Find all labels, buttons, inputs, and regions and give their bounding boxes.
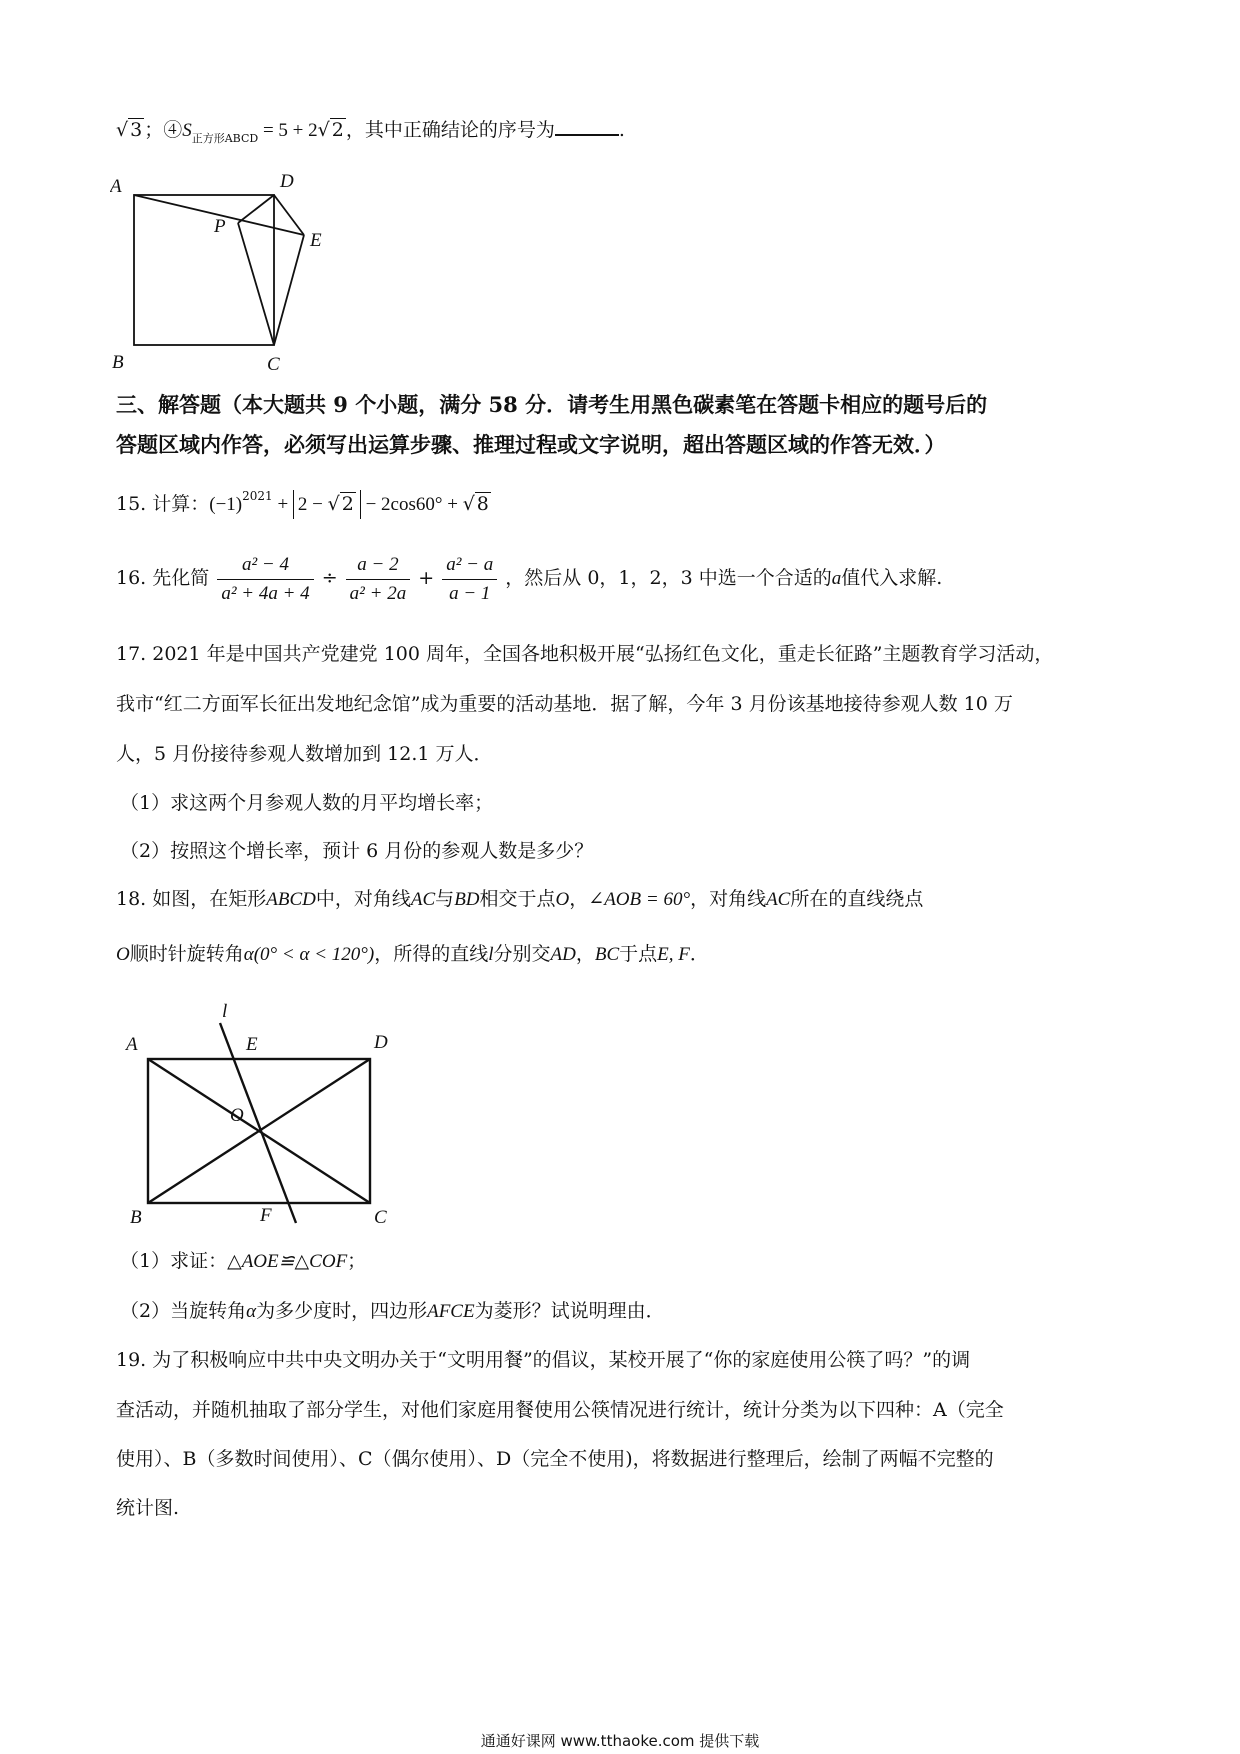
q18-bc: BC [594,944,620,965]
q15-sqrt8: 8 [476,493,489,515]
section-3-heading-line2: 答题区域内作答，必须写出运算步骤、推理过程或文字说明，超出答题区域的作答无效．） [116,432,946,457]
q18-angle: ∠AOB = 60° [588,889,691,910]
q16-plus: + [418,567,435,589]
sqrt-3: 3 [130,119,143,141]
q18-sub1-label: （1）求证： [120,1250,228,1272]
q16-tail: ，然后从 0，1，2，3 中选一个合适的 [505,567,832,589]
q18-t5: ， [569,888,589,910]
q18-t12: 于点 [619,943,658,965]
q16-f2-den: a² + 2a [349,582,407,604]
figure-square-abcd [110,168,370,378]
q18-ad: AD [550,944,576,965]
q15-base: (−1) [209,494,243,515]
q16-var: a [831,568,842,589]
q14-conclusion-line: √ 3 ；$④S_{正方形ABCD} = 5 + 2√$ 2 ，其中正确结论的序号为 . [116,116,625,153]
q19-line1: 19. 为了积极响应中共中央文明办关于“文明用餐”的倡议，某校开展了“你的家庭使用公筷了吗？”的调 [116,1349,971,1371]
q18-t3: 与 [435,888,455,910]
q18-sub1-end: ； [347,1250,367,1272]
q18-bd: BD [454,889,480,910]
label-a: A [126,1034,138,1055]
segment-pc [238,223,274,345]
q18-t11: ， [575,943,595,965]
label-o: O [230,1105,244,1126]
q18-t10: 分别交 [493,943,551,965]
q18-alpha: α [246,1301,257,1322]
label-f: F [260,1205,272,1225]
q18-ac: AC [410,889,436,910]
q18-alpha-range: α(0° < α < 120°) [243,944,375,965]
square-outline [134,195,274,345]
label-p: P [214,216,226,237]
q18-t13: ． [689,943,709,965]
q18-t2: 中，对角线 [315,888,411,910]
q15-exponent: 2021 [242,489,273,503]
q18-o2: O [116,944,130,965]
label-d: D [280,171,294,192]
q18-t1: 18. 如图，在矩形 [116,888,267,910]
q18-t7: 所在的直线绕点 [790,888,924,910]
q17-sub1: （1）求这两个月参观人数的月平均增长率； [120,792,494,814]
q18-sub1 [120,1247,366,1276]
q18-sub2-end: 为菱形？试说明理由． [474,1300,665,1322]
q19-line3: 使用）、B（多数时间使用）、C（偶尔使用）、D（完全不使用)，将数据进行整理后，绘制了两幅不完整的 [116,1448,994,1470]
q17-line1: 17. 2021 年是中国共产党建党 100 周年，全国各地积极开展“弘扬红色文化，重走长征路”主题教育学习活动， [116,643,1054,665]
label-b: B [112,352,124,373]
q18-l: l [488,944,494,965]
q17-line3: 人，5 月份接待参观人数增加到 12.1 万人． [116,743,493,765]
q16-tail2: 值代入求解. [841,567,943,589]
q16-f3-den: a − 1 [449,582,491,604]
q19-line4: 统计图. [116,1497,180,1519]
q15-middle: − 2cos60° + [360,494,463,515]
q16-fraction-2 [346,553,411,606]
q18-ac2: AC [766,889,791,910]
label-b: B [130,1207,142,1225]
question-16 [116,548,942,609]
q16-f1-den: a² + 4a + 4 [221,582,310,604]
q16-f1-num: a² − 4 [217,553,313,580]
label-e: E [310,230,322,251]
q14-end: . [618,119,625,141]
label-d: D [374,1032,388,1053]
q18-sub2-label: （2）当旋转角 [120,1300,247,1322]
q15-abs-sqrt: 2 [341,493,354,515]
label-c: C [267,354,280,375]
q18-t6: ，对角线 [690,888,767,910]
q19-line2: 查活动，并随机抽取了部分学生，对他们家庭用餐使用公筷情况进行统计，统计分类为以下四种：A（完全 [116,1399,1004,1421]
q18-ef: E, F [657,944,690,965]
q16-f2-num: a − 2 [346,553,411,580]
q18-t9: ，所得的直线 [374,943,489,965]
q18-afce: AFCE [427,1301,475,1322]
q18-line2 [116,940,709,969]
q18-line1 [116,885,923,914]
q18-sub2 [120,1297,665,1326]
q16-fraction-1 [217,553,313,606]
q15-label: 15. 计算： [116,493,210,515]
q17-line2: 我市“红二方面军长征出发地纪念馆”成为重要的活动基地．据了解，今年 3 月份该基地接待参观人数 10 万 [116,693,1013,715]
q18-t4: 相交于点 [479,888,556,910]
area-eq: = 5 + 2 [258,120,318,141]
q16-div: ÷ [321,567,338,589]
question-15: 15. 计算：$(-1)^{2021} + 2$ − √ 2 − 2cos60° + √ 8 [116,482,491,519]
q14-tail: ，其中正确结论的序号为 [345,119,555,141]
page-footer: 通通好课网 www.tthaoke.com 提供下载 [480,1732,760,1750]
label-e: E [246,1034,258,1055]
q14-sep: ；④ [144,119,183,141]
q17-sub2: （2）按照这个增长率，预计 6 月份的参观人数是多少？ [120,840,594,862]
segment-dp [238,195,274,223]
q15-abs-part: 2 − [297,494,328,515]
s-subscript: 正方形ABCD [191,132,259,145]
label-c: C [374,1207,387,1225]
q16-label: 16. 先化简 [116,567,210,589]
segment-ec [274,235,304,345]
q18-rect: ABCD [266,889,316,910]
figure-rectangle-abcd [120,995,410,1225]
section-3-heading-line1: 三、解答题（本大题共 9 个小题，满分 58 分．请考生用黑色碳素笔在答题卡相应的题号后的 [116,392,988,417]
q18-sub2-mid: 为多少度时，四边形 [256,1300,428,1322]
label-l: l [222,1001,228,1022]
label-a: A [110,176,122,197]
s-label: S [182,120,192,141]
sqrt-2: 2 [331,119,344,141]
answer-blank [555,116,619,136]
q15-absolute: 2 − √ 2 [293,490,361,519]
q15-plus: + [272,494,293,515]
q18-t8: 顺时针旋转角 [129,943,244,965]
q16-f3-num: a² − a [442,553,497,580]
q18-congruence: △AOE≌△COF [227,1251,348,1272]
q18-o: O [555,889,570,910]
q16-fraction-3 [442,553,497,606]
